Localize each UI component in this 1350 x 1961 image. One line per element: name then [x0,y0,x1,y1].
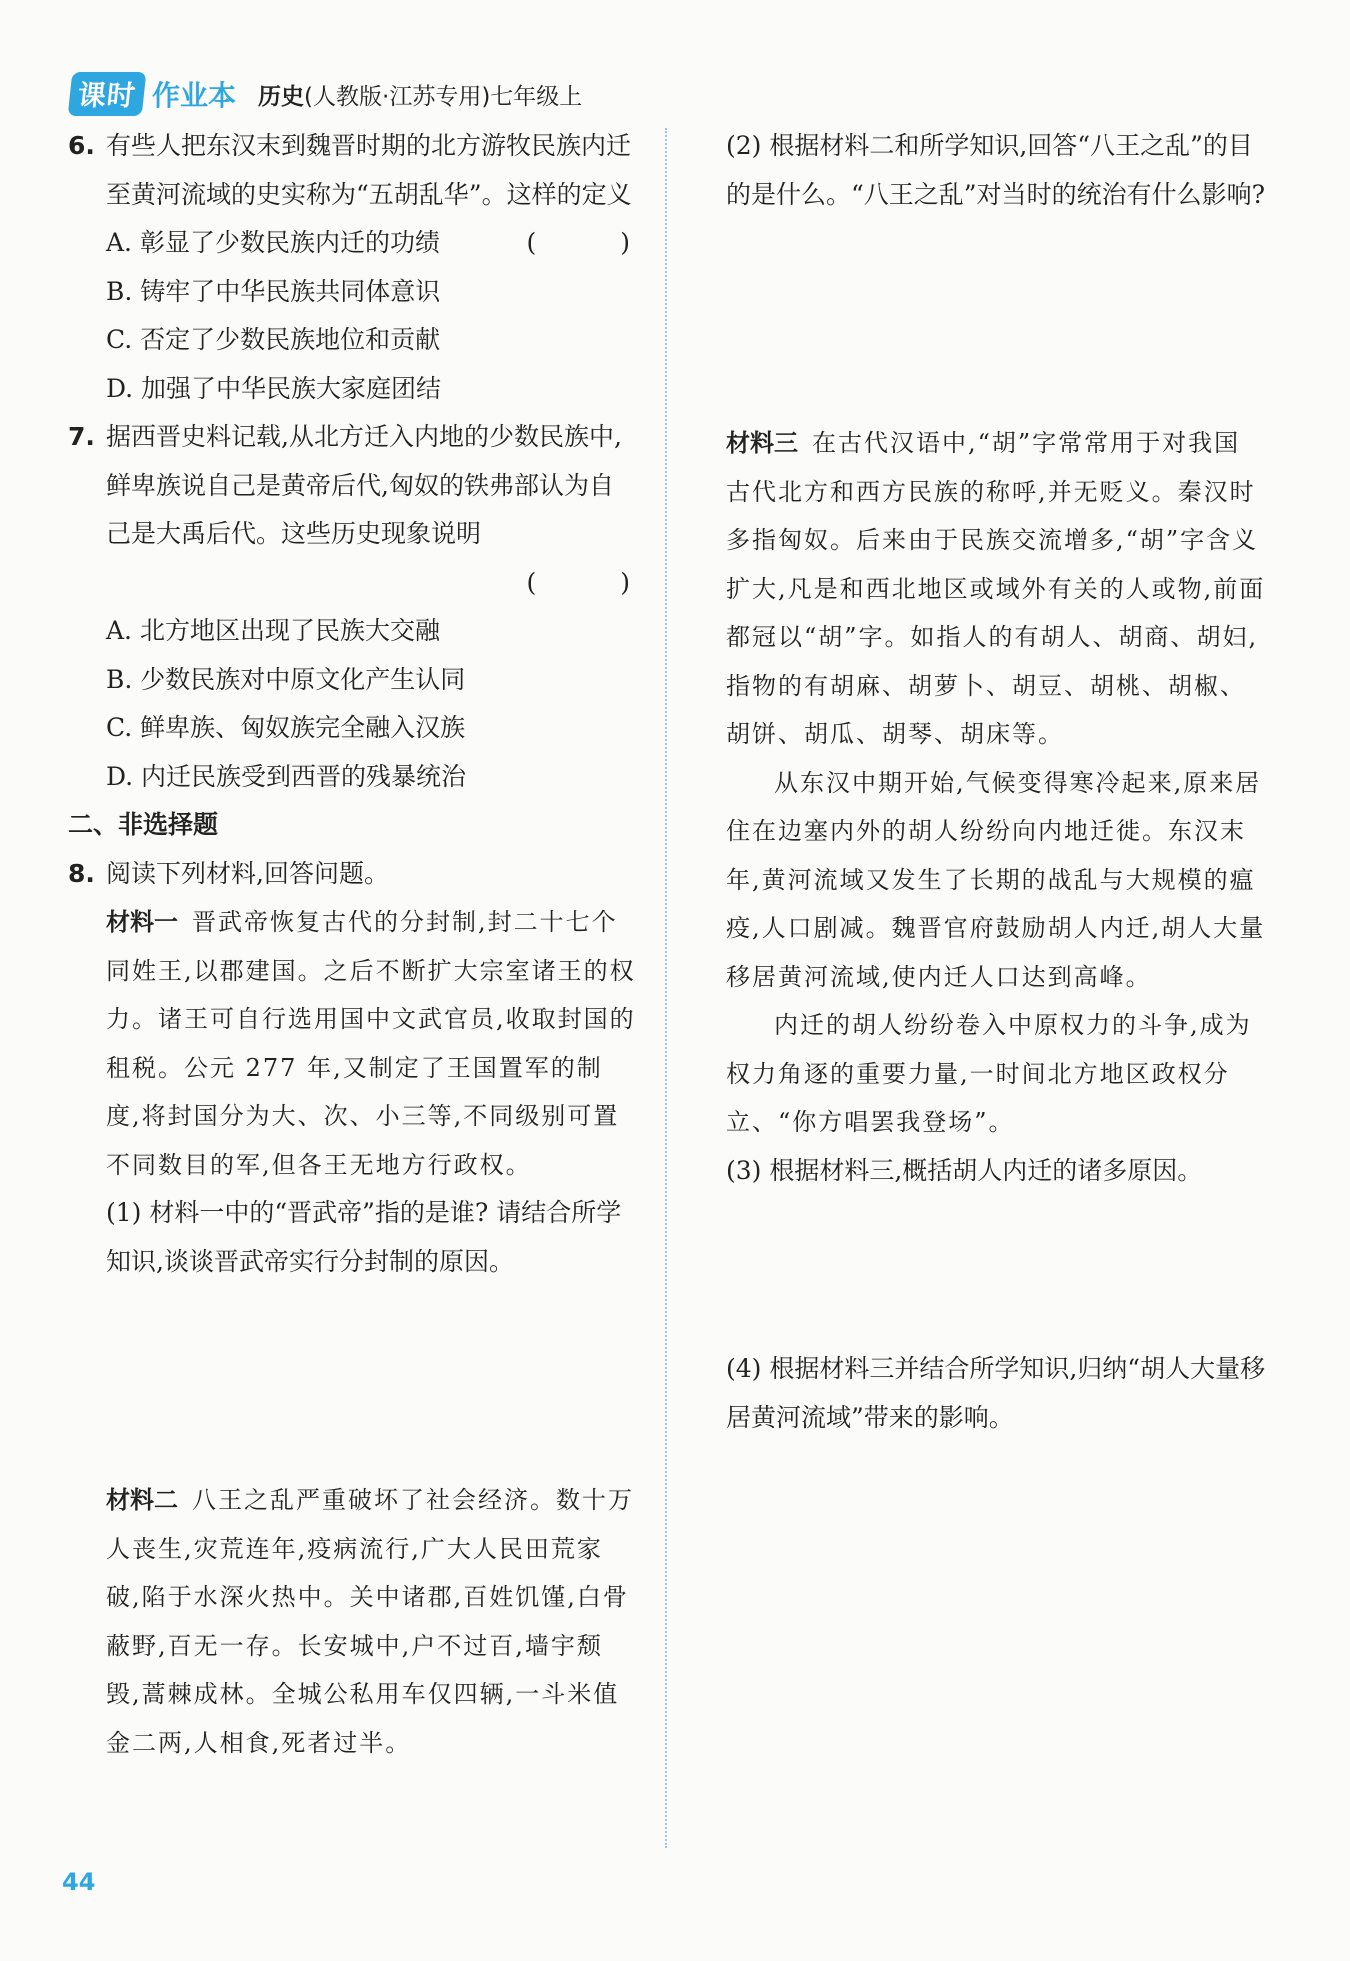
answer-bracket: ( ) [526,228,668,257]
question-stem: 有些人把东汉末到魏晋时期的北方游牧民族内迁至黄河流域的史实称为“五胡乱华”。这样的定义 [106,131,632,209]
material-3-paragraph-3: 内迁的胡人纷纷卷入中原权力的斗争,成为权力角逐的重要力量,一时间北方地区政权分立、“你方唱罢我登场”。 [726,1011,1252,1136]
sub-question-3: (3) 根据材料三,概括胡人内迁的诸多原因。 [726,1155,1203,1185]
answer-space [68,1286,638,1476]
subject-rest: (人教版·江苏专用)七年级上 [304,83,583,110]
question-8 [68,850,638,899]
option-c: C. 鲜卑族、匈奴族完全融入汉族 [106,713,466,742]
question-number: 6. [68,131,95,160]
option-a: A. 彰显了少数民族内迁的功绩 [106,228,440,257]
question-7 [68,413,668,607]
sub-question-4: (4) 根据材料三并结合所学知识,归纳“胡人大量移居黄河流域”带来的影响。 [726,1354,1266,1432]
material-1 [68,898,638,1189]
option-d: D. 内迁民族受到西晋的残暴统治 [106,761,467,791]
right-column [726,122,1266,1442]
logo-box: 课时 [68,72,147,116]
material-title: 材料二 [106,1486,178,1514]
subject-bold: 历史 [258,83,305,110]
left-column [68,122,668,1767]
material-3-paragraph-2: 从东汉中期开始,气候变得寒冷起来,原来居住在边塞内外的胡人纷纷向内地迁徙。东汉末年,黄河流域又发生了长期的战乱与大规模的瘟疫,人口剧减。魏晋官府鼓励胡人内迁,胡人大量移居黄河流域,使内迁人口达到高峰。 [726,768,1266,991]
subject-title [258,78,582,111]
answer-bracket: ( ) [526,567,668,597]
sub-question-2: (2) 根据材料二和所学知识,回答“八王之乱”的目的是什么。“八王之乱”对当时的统治有什么影响? [726,131,1265,209]
material-text: 晋武帝恢复古代的分封制,封二十七个同姓王,以郡建国。之后不断扩大宗室诸王的权力。诸王可自行选用国中文武官员,收取封国的租税。公元 277 年,又制定了王国置军的制度,将封国分为大、次、小三等,不同级别可置不同数目的军,但各王无地方行政权。 [106,908,636,1179]
question-stem: 阅读下列材料,回答问题。 [106,858,389,888]
option-d: D. 加强了中华民族大家庭团结 [106,373,442,403]
sub-question-1: (1) 材料一中的“晋武帝”指的是谁? 请结合所学知识,谈谈晋武帝实行分封制的原因。 [106,1198,622,1276]
logo [70,72,236,116]
material-title: 材料一 [106,908,178,936]
question-stem: 据西晋史料记载,从北方迁入内地的少数民族中,鲜卑族说自己是黄帝后代,匈奴的铁弗部认为自己是大禹后代。这些历史现象说明 [106,422,622,548]
question-number: 8. [68,858,95,888]
material-2 [68,1476,638,1767]
option-b: B. 铸牢了中华民族共同体意识 [106,276,441,306]
material-text: 在古代汉语中,“胡”字常常用于对我国古代北方和西方民族的称呼,并无贬义。秦汉时多指匈奴。后来由于民族交流增多,“胡”字含义扩大,凡是和西北地区或域外有关的人或物,前面都冠以“胡”字。如指人的有胡人、胡商、胡妇,指物的有胡麻、胡萝卜、胡豆、胡桃、胡椒、胡饼、胡瓜、胡琴、胡床等。 [726,429,1266,748]
page-number: 44 [62,1868,96,1896]
option-c: C. 否定了少数民族地位和贡献 [106,325,441,354]
page-header [70,72,582,116]
column-divider [665,128,667,1848]
material-text: 八王之乱严重破坏了社会经济。数十万人丧生,灾荒连年,疫病流行,广大人民田荒家破,陷于水深火热中。关中诸郡,百姓饥馑,白骨蔽野,百无一存。长安城中,户不过百,墙宇颓毁,蒿棘成林。全城公私用车仅四辆,一斗米值金二两,人相食,死者过半。 [106,1486,634,1757]
answer-space [726,219,1266,419]
section-heading: 二、非选择题 [68,810,219,839]
option-b: B. 少数民族对中原文化产生认同 [106,664,466,694]
logo-text: 作业本 [152,79,237,112]
answer-space [726,1195,1266,1345]
question-number: 7. [68,422,95,451]
material-3 [726,419,1266,759]
material-title: 材料三 [726,429,798,457]
option-a: A. 北方地区出现了民族大交融 [106,616,440,645]
